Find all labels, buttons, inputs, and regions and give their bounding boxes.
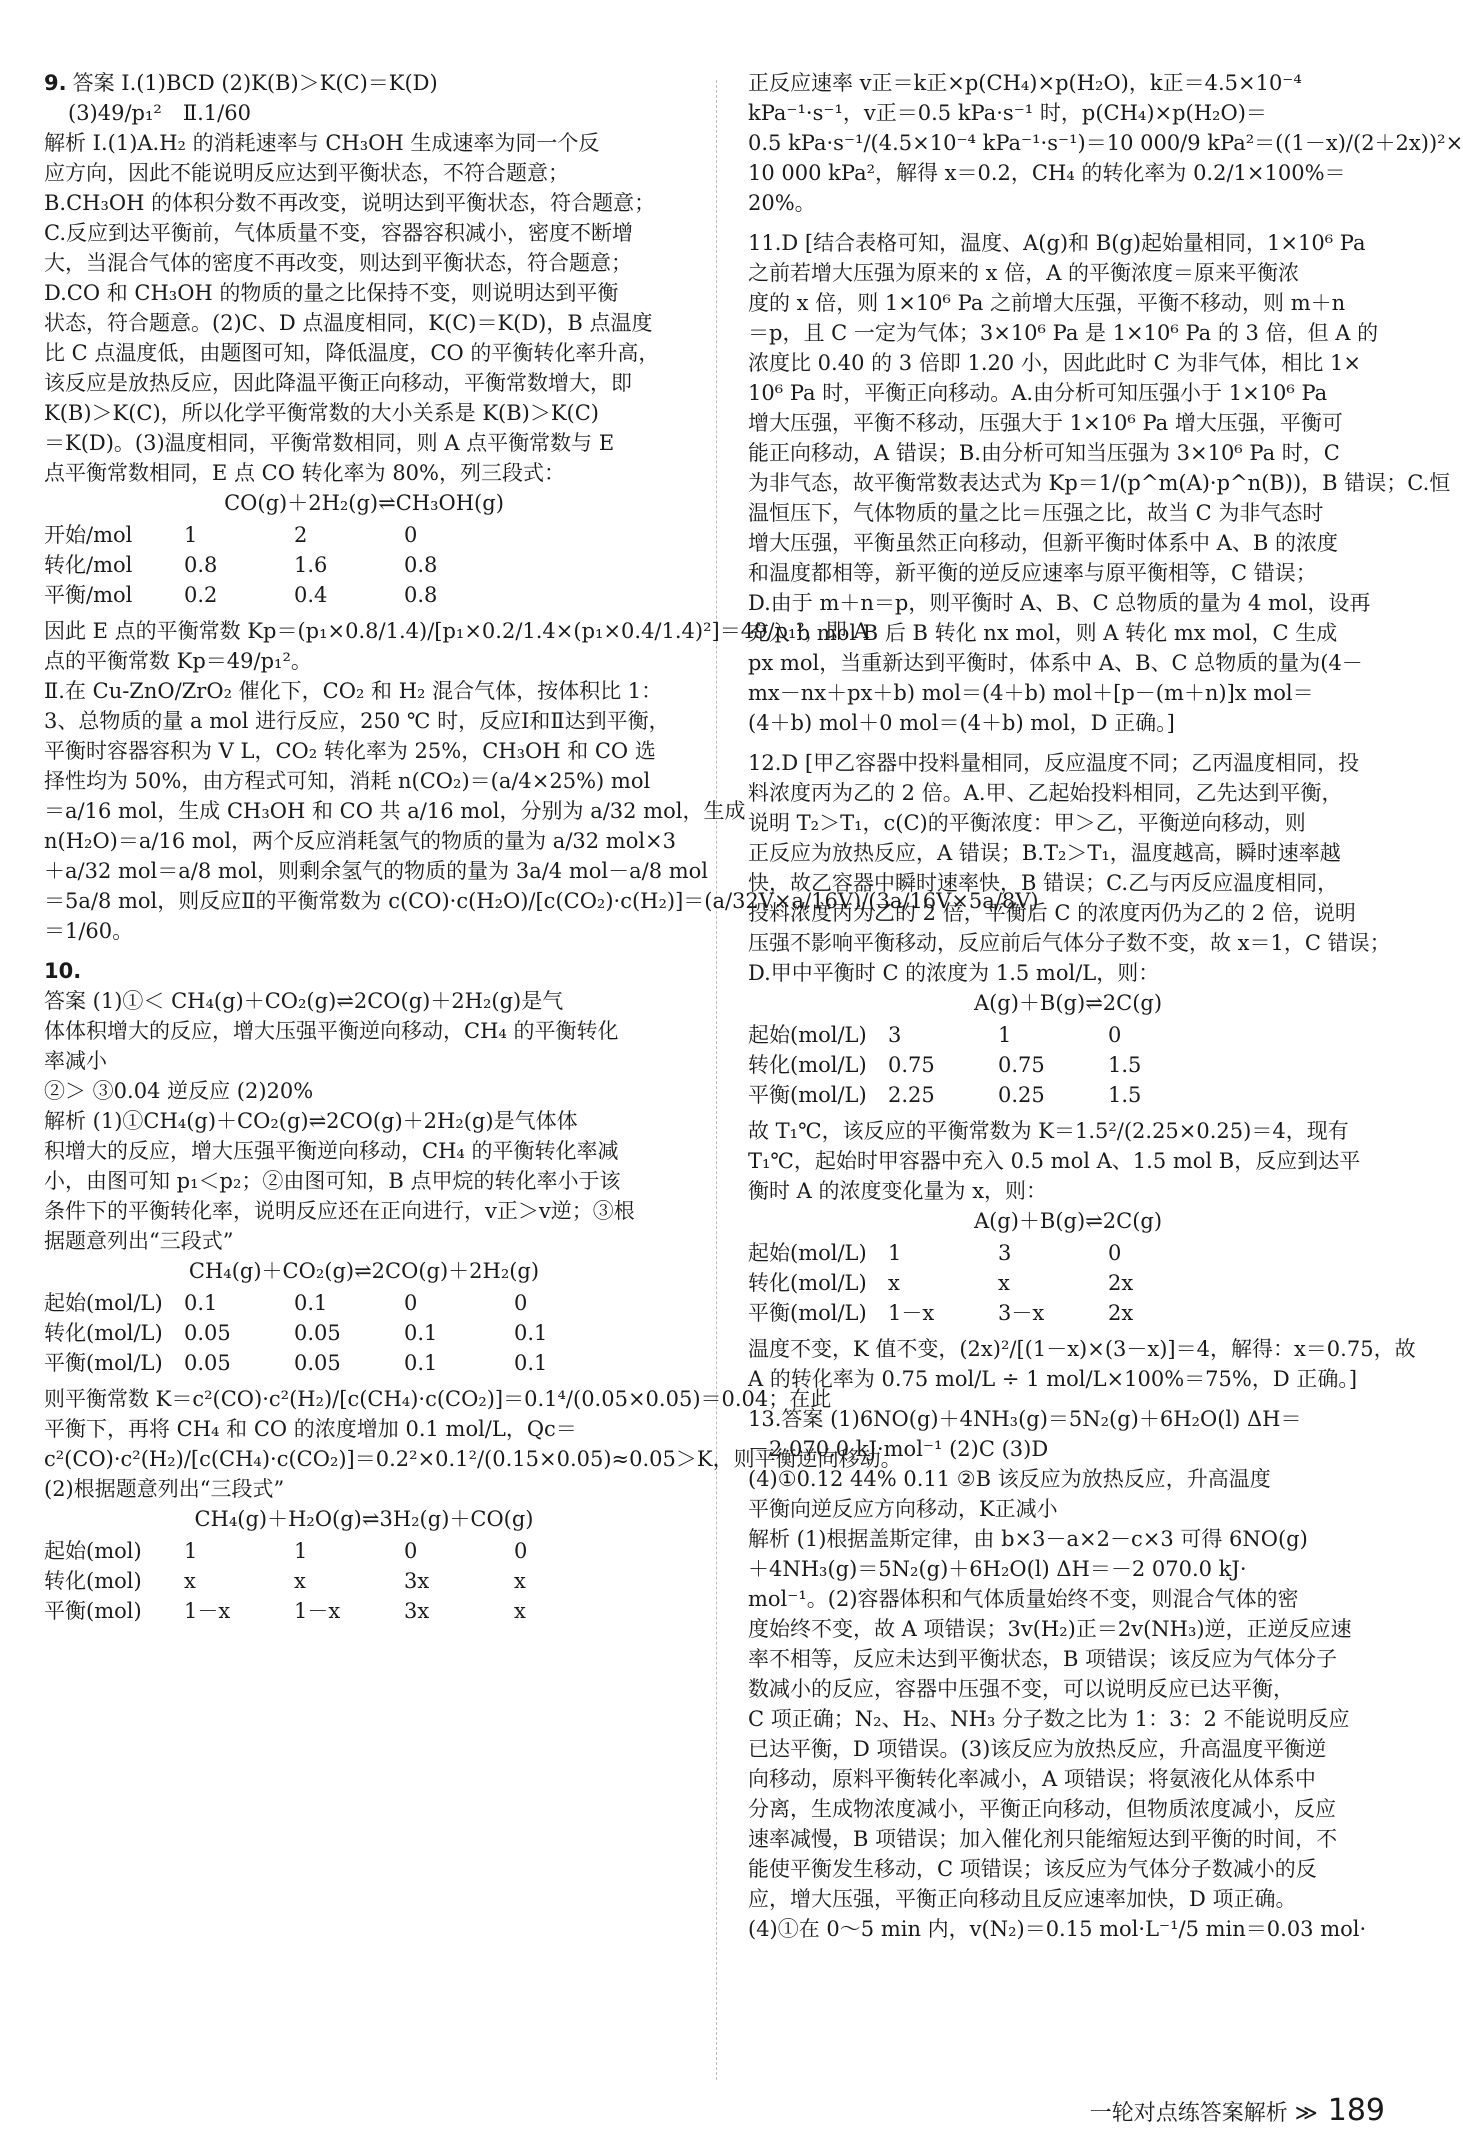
table-cell: 起始(mol): [44, 1539, 142, 1563]
table-cell: 0: [404, 1291, 418, 1315]
table-cell: 0.1: [404, 1321, 438, 1345]
column-divider: [716, 80, 717, 2080]
q13-analysis-line: 向移动，原料平衡转化率减小，A 项错误；将氨液化从体系中: [748, 1767, 1316, 1791]
table-cell: 2: [294, 523, 308, 547]
q11-line: 为非气态，故平衡常数表达式为 Kp＝1/(p^m(A)·p^n(B))，B 错误；C.恒: [748, 471, 1451, 495]
q12-mid-line: T₁℃，起始时甲容器中充入 0.5 mol A、1.5 mol B，反应到达平: [748, 1149, 1361, 1173]
q9-analysis-line: 状态，符合题意。(2)C、D 点温度相同，K(C)＝K(D)，B 点温度: [44, 311, 653, 335]
q11-line: 温恒压下，气体物质的量之比＝压强之比，故当 C 为非气态时: [748, 501, 1324, 525]
table-cell: 0.1: [404, 1351, 438, 1375]
q10-continued-line: kPa⁻¹·s⁻¹，v正＝0.5 kPa·s⁻¹ 时，p(CH₄)×p(H₂O)＝: [748, 101, 1267, 125]
q9-analysis-line: 大，当混合气体的密度不再改变，则达到平衡状态，符合题意；: [44, 251, 632, 275]
table-cell: 0.75: [888, 1053, 935, 1077]
q12-table-1: [748, 1020, 1388, 1110]
page-number: 189: [1327, 2093, 1385, 2128]
q9-part2-line: 平衡时容器容积为 V L，CO₂ 转化率为 25%，CH₃OH 和 CO 选: [44, 739, 656, 763]
table-cell: 起始(mol/L): [44, 1291, 163, 1315]
table-cell: 起始(mol/L): [748, 1023, 867, 1047]
table-cell: 1: [184, 1539, 198, 1563]
q9-analysis-line: B.CH₃OH 的体积分数不再改变，说明达到平衡状态，符合题意；: [44, 191, 656, 215]
table-cell: x: [514, 1569, 526, 1593]
q13-analysis-line: 速率减慢，B 项错误；加入催化剂只能缩短达到平衡的时间，不: [748, 1827, 1338, 1851]
q10-k-line: (2)根据题意列出“三段式”: [44, 1477, 285, 1501]
q13-analysis-line: 能使平衡发生移动，C 项错误；该反应为气体分子数减小的反: [748, 1857, 1317, 1881]
q12-line: 压强不影响平衡移动，反应前后气体分子数不变，故 x＝1，C 错误；: [748, 931, 1391, 955]
q11-line: ＝p，且 C 一定为气体；3×10⁶ Pa 是 1×10⁶ Pa 的 3 倍，但 A 的: [748, 321, 1379, 345]
q11-line: 11.D [结合表格可知，温度、A(g)和 B(g)起始量相同，1×10⁶ Pa: [748, 231, 1366, 255]
q12-line: 说明 T₂＞T₁，c(C)的平衡浓度：甲＞乙，平衡逆向移动，则: [748, 811, 1306, 835]
table-cell: 2x: [1108, 1301, 1134, 1325]
table-cell: 0.05: [294, 1321, 341, 1345]
q9-part2-line: Ⅱ.在 Cu-ZnO/ZrO₂ 催化下，CO₂ 和 H₂ 混合气体，按体积比 1：: [44, 679, 663, 703]
q10-number-line: [44, 956, 684, 986]
q10-analysis-line: 据题意列出“三段式”: [44, 1229, 234, 1253]
table-cell: 0.1: [184, 1291, 218, 1315]
table-row: [44, 1536, 684, 1566]
q9-equation: CO(g)＋2H₂(g)⇌CH₃OH(g): [224, 491, 504, 515]
q10-k-line: 则平衡常数 K＝c²(CO)·c²(H₂)/[c(CH₄)·c(CO₂)]＝0.1⁴/(0.05×0.05)＝0.04；在此: [44, 1387, 832, 1411]
page-footer: [1089, 2093, 1385, 2129]
table-cell: 1－x: [294, 1599, 341, 1623]
table-row: [44, 520, 684, 550]
q11-line: D.由于 m＋n＝p，则平衡时 A、B、C 总物质的量为 4 mol，设再: [748, 591, 1371, 615]
table-cell: 1－x: [184, 1599, 231, 1623]
table-row: [748, 1020, 1388, 1050]
q13-analysis-line: 率不相等，反应未达到平衡状态，B 项错误；该反应为气体分子: [748, 1647, 1338, 1671]
q10-analysis-line: 积增大的反应，增大压强平衡逆向移动，CH₄ 的平衡转化率减: [44, 1139, 619, 1163]
table-cell: 0.4: [294, 583, 328, 607]
q10-continued-line: 10 000 kPa²，解得 x＝0.2，CH₄ 的转化率为 0.2/1×100%＝: [748, 161, 1346, 185]
q13-analysis-line: 度始终不变，故 A 项错误；3v(H₂)正＝2v(NH₃)逆，正逆反应速: [748, 1617, 1352, 1641]
q12-line: 正反应为放热反应，A 错误；B.T₂＞T₁，温度越高，瞬时速率越: [748, 841, 1341, 865]
q9-kp-line2: 点的平衡常数 Kp＝49/p₁²。: [44, 649, 312, 673]
q13-analysis-line: 解析 (1)根据盖斯定律，由 b×3－a×2－c×3 可得 6NO(g): [748, 1527, 1308, 1551]
q10-k-line: 平衡下，再将 CH₄ 和 CO 的浓度增加 0.1 mol/L，Qc＝: [44, 1417, 577, 1441]
q10-answer-line: ②＞ ③0.04 逆反应 (2)20%: [44, 1079, 314, 1103]
q12-end: [748, 1334, 1416, 1394]
q10-answer-line: 体体积增大的反应，增大压强平衡逆向移动，CH₄ 的平衡转化: [44, 1019, 619, 1043]
q9-answer: [44, 68, 684, 98]
table-cell: 平衡(mol): [44, 1599, 142, 1623]
q9-analysis-line: 应方向，因此不能说明反应达到平衡状态，不符合题意；: [44, 161, 569, 185]
q9-part2-line: ＝1/60。: [44, 919, 134, 943]
table-cell: 转化(mol): [44, 1569, 142, 1593]
table-cell: 0.2: [184, 583, 218, 607]
q11-line: 和温度都相等，新平衡的逆反应速率与原平衡相等，C 错误；: [748, 561, 1317, 585]
q10-equation-1: CH₄(g)＋CO₂(g)⇌2CO(g)＋2H₂(g): [188, 1259, 540, 1283]
q12-answer: [748, 748, 1391, 988]
q10-equation-2: CH₄(g)＋H₂O(g)⇌3H₂(g)＋CO(g): [194, 1507, 534, 1531]
q13-analysis-line: 已达平衡，D 项错误。(3)该反应为放热反应，升高温度平衡逆: [748, 1737, 1327, 1761]
q9-three-stage-table: [44, 520, 684, 610]
table-cell: 0.05: [294, 1351, 341, 1375]
q10-analysis-line: 条件下的平衡转化率，说明反应还在正向进行，v正＞v逆；③根: [44, 1199, 635, 1223]
table-cell: 3x: [404, 1569, 430, 1593]
q11-line: mx－nx＋px＋b) mol＝(4＋b) mol＋[p－(m＋n)]x mol＝: [748, 681, 1314, 705]
table-row: [748, 1238, 1388, 1268]
q9-analysis-line: 点平衡常数相同，E 点 CO 转化率为 80%，列三段式：: [44, 461, 565, 485]
q9-analysis-line: D.CO 和 CH₃OH 的物质的量之比保持不变，则说明达到平衡: [44, 281, 619, 305]
table-cell: 0.05: [184, 1321, 231, 1345]
q11-line: (4＋b) mol＋0 mol＝(4＋b) mol，D 正确。]: [748, 711, 1175, 735]
q10-continued-line: 0.5 kPa·s⁻¹/(4.5×10⁻⁴ kPa⁻¹·s⁻¹)＝10 000/9 kPa²＝((1－x)/(2＋2x))²×: [748, 131, 1463, 155]
q13-analysis-line: mol⁻¹。(2)容器体积和气体质量始终不变，则混合气体的密: [748, 1587, 1299, 1611]
table-row: [748, 1298, 1388, 1328]
table-cell: 3: [888, 1023, 902, 1047]
q10-table-2: [44, 1536, 684, 1626]
table-cell: 转化(mol/L): [44, 1321, 163, 1345]
q12-table-2: [748, 1238, 1388, 1328]
q13-analysis-line: 数减小的反应，容器中压强不变，可以说明反应已达平衡，: [748, 1677, 1294, 1701]
q12-line: D.甲中平衡时 C 的浓度为 1.5 mol/L，则：: [748, 961, 1160, 985]
q9-kp-line: 因此 E 点的平衡常数 Kp＝(p₁×0.8/1.4)/[p₁×0.2/1.4×(p₁×0.4/1.4)²]＝49/p₁²，即 A: [44, 619, 869, 643]
q9-analysis-line: K(B)＞K(C)，所以化学平衡常数的大小关系是 K(B)＞K(C): [44, 401, 599, 425]
table-cell: 0.05: [184, 1351, 231, 1375]
q12-end-line: 温度不变，K 值不变，(2x)²/[(1－x)×(3－x)]＝4，解得：x＝0.75，故: [748, 1337, 1416, 1361]
table-cell: 0: [404, 523, 418, 547]
q10-analysis: [44, 1106, 684, 1256]
table-cell: 0.1: [514, 1351, 548, 1375]
q12-mid: [748, 1116, 1388, 1206]
table-cell: 2.25: [888, 1083, 935, 1107]
q11-line: 充入 b mol B 后 B 转化 nx mol，则 A 转化 mx mol，C 生成: [748, 621, 1338, 645]
q9-answer-head: 答案 Ⅰ.(1)BCD (2)K(B)＞K(C)＝K(D): [72, 71, 438, 95]
q9-analysis-line: C.反应到达平衡前，气体质量不变，容器容积减小，密度不断增: [44, 221, 633, 245]
table-row: [748, 1050, 1388, 1080]
q10-number: 10.: [44, 959, 82, 983]
q9-part2-line: ＝5a/8 mol，则反应Ⅱ的平衡常数为 c(CO)·c(H₂O)/[c(CO₂)·c(H₂)]＝(a/32V×a/16V)/(3a/16V×5a/8V): [44, 889, 1039, 913]
q13-analysis-line: 分离，生成物浓度减小，平衡正向移动，但物质浓度减小，反应: [748, 1797, 1336, 1821]
q9-part2-line: ＋a/32 mol＝a/8 mol，则剩余氢气的物质的量为 3a/4 mol－a/8 mol: [44, 859, 709, 883]
q13-analysis-line: C 项正确；N₂、H₂、NH₃ 分子数之比为 1：3：2 不能说明反应: [748, 1707, 1350, 1731]
q9-analysis-line: 该反应是放热反应，因此降温平衡正向移动，平衡常数增大，即: [44, 371, 632, 395]
q10-analysis-line: 解析 (1)①CH₄(g)＋CO₂(g)⇌2CO(g)＋2H₂(g)是气体体: [44, 1109, 578, 1133]
q10-continued: [748, 68, 1463, 218]
q9-part2-line: 择性均为 50%，由方程式可知，消耗 n(CO₂)＝(a/4×25%) mol: [44, 769, 651, 793]
q13-analysis: [748, 1524, 1388, 1944]
table-cell: 3: [998, 1241, 1012, 1265]
table-cell: 平衡(mol/L): [44, 1351, 163, 1375]
q10-continued-line: 正反应速率 v正＝k正×p(CH₄)×p(H₂O)，k正＝4.5×10⁻⁴: [748, 71, 1302, 95]
q12-mid-line: 故 T₁℃，该反应的平衡常数为 K＝1.5²/(2.25×0.25)＝4，现有: [748, 1119, 1349, 1143]
q12-line: 12.D [甲乙容器中投料量相同，反应温度不同；乙丙温度相同，投: [748, 751, 1360, 775]
q11-line: 浓度比 0.40 的 3 倍即 1.20 小，因此此时 C 为非气体，相比 1×: [748, 351, 1361, 375]
q9-answer-line2: (3)49/p₁² Ⅱ.1/60: [68, 101, 251, 125]
table-cell: 1: [184, 523, 198, 547]
table-cell: 3－x: [998, 1301, 1045, 1325]
q13-analysis-line: ＋4NH₃(g)＝5N₂(g)＋6H₂O(l) ΔH＝－2 070.0 kJ·: [748, 1557, 1247, 1581]
table-cell: 0.8: [404, 583, 438, 607]
q13-answer-line: －2 070.0 kJ·mol⁻¹ (2)C (3)D: [748, 1437, 1049, 1461]
q12-end-line: A 的转化率为 0.75 mol/L ÷ 1 mol/L×100%＝75%，D 正确。]: [748, 1367, 1358, 1391]
table-cell: 2x: [1108, 1271, 1134, 1295]
footer-label: 一轮对点练答案解析 ≫: [1089, 2101, 1318, 2126]
table-cell: 起始(mol/L): [748, 1241, 867, 1265]
q9-analysis-line: 比 C 点温度低，由题图可知，降低温度，CO 的平衡转化率升高，: [44, 341, 660, 365]
table-row: [44, 1288, 684, 1318]
table-cell: x: [184, 1569, 196, 1593]
q10-answer: [44, 986, 684, 1106]
table-cell: 1: [888, 1241, 902, 1265]
table-cell: x: [998, 1271, 1010, 1295]
table-cell: 0.75: [998, 1053, 1045, 1077]
table-cell: 开始/mol: [44, 523, 133, 547]
table-cell: 1－x: [888, 1301, 935, 1325]
q11-line: 增大压强，平衡不移动，压强大于 1×10⁶ Pa 增大压强，平衡可: [748, 411, 1343, 435]
table-row: [44, 1566, 684, 1596]
table-row: [44, 1596, 684, 1626]
table-cell: x: [888, 1271, 900, 1295]
table-cell: 1: [294, 1539, 308, 1563]
q9-number: 9.: [44, 71, 67, 95]
table-cell: x: [514, 1599, 526, 1623]
table-cell: 1: [998, 1023, 1012, 1047]
q10-continued-line: 20%。: [748, 191, 816, 215]
q9-part2-line: ＝a/16 mol，生成 CH₃OH 和 CO 共 a/16 mol，分别为 a/32 mol，生成: [44, 799, 746, 823]
q9-part2-line: n(H₂O)＝a/16 mol，两个反应消耗氢气的物质的量为 a/32 mol×3: [44, 829, 677, 853]
q12-mid-line: 衡时 A 的浓度变化量为 x，则：: [748, 1179, 1048, 1203]
table-row: [44, 1318, 684, 1348]
table-cell: 0.1: [294, 1291, 328, 1315]
table-cell: 0: [1108, 1241, 1122, 1265]
q9-part2-line: 3、总物质的量 a mol 进行反应，250 ℃ 时，反应Ⅰ和Ⅱ达到平衡，: [44, 709, 670, 733]
q11-line: 之前若增大压强为原来的 x 倍，A 的平衡浓度＝原来平衡浓: [748, 261, 1300, 285]
q12-equation-2: A(g)＋B(g)⇌2C(g): [973, 1209, 1163, 1233]
table-row: [44, 580, 684, 610]
q12-line: 投料浓度丙为乙的 2 倍，平衡后 C 的浓度丙仍为乙的 2 倍，说明: [748, 901, 1356, 925]
table-cell: 0.1: [514, 1321, 548, 1345]
table-cell: 1.5: [1108, 1053, 1142, 1077]
q12-equation-1: A(g)＋B(g)⇌2C(g): [973, 991, 1163, 1015]
q13-answer-line: 平衡向逆反应方向移动，K正减小: [748, 1497, 1058, 1521]
table-row: [748, 1080, 1388, 1110]
table-cell: 0: [514, 1539, 528, 1563]
q10-answer-line: 率减小: [44, 1049, 107, 1073]
table-cell: 转化(mol/L): [748, 1271, 867, 1295]
table-cell: 0.8: [404, 553, 438, 577]
q11-answer: [748, 228, 1451, 738]
q12-line: 快，故乙容器中瞬时速率快，B 错误；C.乙与丙反应温度相同，: [748, 871, 1339, 895]
q9-analysis-line: ＝K(D)。(3)温度相同，平衡常数相同，则 A 点平衡常数与 E: [44, 431, 615, 455]
table-cell: 0.8: [184, 553, 218, 577]
q13-analysis-line: (4)①在 0～5 min 内，v(N₂)＝0.15 mol·L⁻¹/5 min＝0.03 mol·: [748, 1917, 1367, 1941]
q11-line: 度的 x 倍，则 1×10⁶ Pa 之前增大压强，平衡不移动，则 m＋n: [748, 291, 1346, 315]
q12-line: 料浓度丙为乙的 2 倍。A.甲、乙起始投料相同，乙先达到平衡，: [748, 781, 1343, 805]
table-cell: 0.25: [998, 1083, 1045, 1107]
table-row: [748, 1268, 1388, 1298]
table-cell: 转化/mol: [44, 553, 133, 577]
q13-answer: [748, 1404, 1388, 1524]
table-cell: 0: [1108, 1023, 1122, 1047]
q11-line: px mol，当重新达到平衡时，体系中 A、B、C 总物质的量为(4－: [748, 651, 1363, 675]
table-cell: 3x: [404, 1599, 430, 1623]
q11-line: 能正向移动，A 错误；B.由分析可知当压强为 3×10⁶ Pa 时，C: [748, 441, 1340, 465]
table-cell: 1.5: [1108, 1083, 1142, 1107]
q9-analysis-line: 解析 Ⅰ.(1)A.H₂ 的消耗速率与 CH₃OH 生成速率为同一个反: [44, 131, 600, 155]
table-cell: 平衡/mol: [44, 583, 133, 607]
right-column: [748, 68, 1463, 1944]
q10-answer-line: 答案 (1)①＜ CH₄(g)＋CO₂(g)⇌2CO(g)＋2H₂(g)是气: [44, 989, 564, 1013]
table-cell: 平衡(mol/L): [748, 1083, 867, 1107]
q11-line: 增大压强，平衡虽然正向移动，但新平衡时体系中 A、B 的浓度: [748, 531, 1338, 555]
q11-line: 10⁶ Pa 时，平衡正向移动。A.由分析可知压强小于 1×10⁶ Pa: [748, 381, 1328, 405]
table-row: [44, 550, 684, 580]
q13-answer-line: (4)①0.12 44% 0.11 ②B 该反应为放热反应，升高温度: [748, 1467, 1271, 1491]
table-cell: x: [294, 1569, 306, 1593]
q13-answer-line: 13.答案 (1)6NO(g)＋4NH₃(g)＝5N₂(g)＋6H₂O(l) ΔH＝: [748, 1407, 1302, 1431]
q9-analysis: [44, 128, 684, 488]
table-cell: 转化(mol/L): [748, 1053, 867, 1077]
table-cell: 1.6: [294, 553, 328, 577]
q10-analysis-line: 小，由图可知 p₁＜p₂；②由图可知，B 点甲烷的转化率小于该: [44, 1169, 621, 1193]
table-cell: 0: [404, 1539, 418, 1563]
q10-table-1: [44, 1288, 684, 1378]
table-cell: 0: [514, 1291, 528, 1315]
table-cell: 平衡(mol/L): [748, 1301, 867, 1325]
q13-analysis-line: 应，增大压强，平衡正向移动且反应速率加快，D 项正确。: [748, 1887, 1297, 1911]
table-row: [44, 1348, 684, 1378]
q10-k-line: c²(CO)·c²(H₂)/[c(CH₄)·c(CO₂)]＝0.2²×0.1²/(0.15×0.05)≈0.05＞K，则平衡逆向移动。: [44, 1447, 902, 1471]
